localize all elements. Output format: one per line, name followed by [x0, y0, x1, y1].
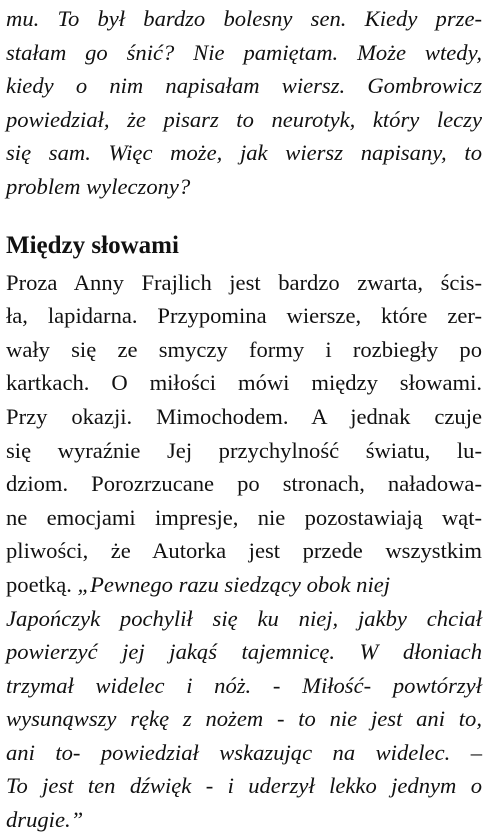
intro-line: problem wyleczony? — [6, 173, 191, 199]
intro-line: kiedy o nim napisałam wiersz. Gombrowicz — [6, 73, 482, 99]
quote-line: Japończyk pochylił się ku niej, jakby chciał — [6, 605, 482, 631]
quote-line: drugie.” — [6, 807, 84, 833]
page — [6, 2, 482, 837]
body-line: się wyraźnie Jej przychylność światu, lu- — [6, 437, 482, 463]
body-line: pliwości, że Autorka jest przede wszystkim — [6, 538, 482, 564]
intro-line: mu. To był bardzo bolesny sen. Kiedy prze- — [6, 6, 482, 31]
body-line-mixed — [6, 568, 482, 602]
quote-line: To jest ten dźwięk - i uderzył lekko jednym o — [6, 773, 482, 799]
quote-line: trzymał widelec i nóż. - Miłość- powtórzył — [6, 672, 482, 698]
quote-paragraph — [6, 602, 482, 837]
quote-line: ani to- powiedział wskazując na widelec. – — [6, 739, 482, 765]
body-line: kartkach. O miłości mówi między słowami. — [6, 370, 482, 396]
quote-line: powierzyć jej jakąś tajemnicę. W dłoniach — [6, 639, 482, 665]
body-line: ne emocjami impresje, nie pozostawiają wąt- — [6, 504, 482, 530]
body-line: Przy okazji. Mimochodem. A jednak czuje — [6, 403, 482, 429]
section-heading: Między słowami — [6, 231, 179, 259]
body-line-plain: poetką. — [6, 571, 78, 597]
body-line: wały się ze smyczy formy i rozbiegły po — [6, 336, 482, 362]
body-line: dziom. Porozrzucane po stronach, naładowa- — [6, 471, 482, 497]
intro-line: powiedział, że pisarz to neurotyk, który leczy — [6, 106, 482, 132]
body-line: ła, lapidarna. Przypomina wiersze, które zer- — [6, 303, 482, 329]
quote-line: wysunąwszy rękę z nożem - to nie jest ani to, — [6, 706, 482, 732]
body-paragraph — [6, 266, 482, 602]
intro-line: stałam go śnić? Nie pamiętam. Może wtedy, — [6, 39, 482, 65]
body-line: Proza Anny Frajlich jest bardzo zwarta, ścis- — [6, 269, 482, 295]
intro-paragraph — [6, 2, 482, 204]
quote-opening: „Pewnego razu siedzący obok niej — [77, 571, 391, 597]
intro-line: się sam. Więc może, jak wiersz napisany, to — [6, 140, 482, 166]
